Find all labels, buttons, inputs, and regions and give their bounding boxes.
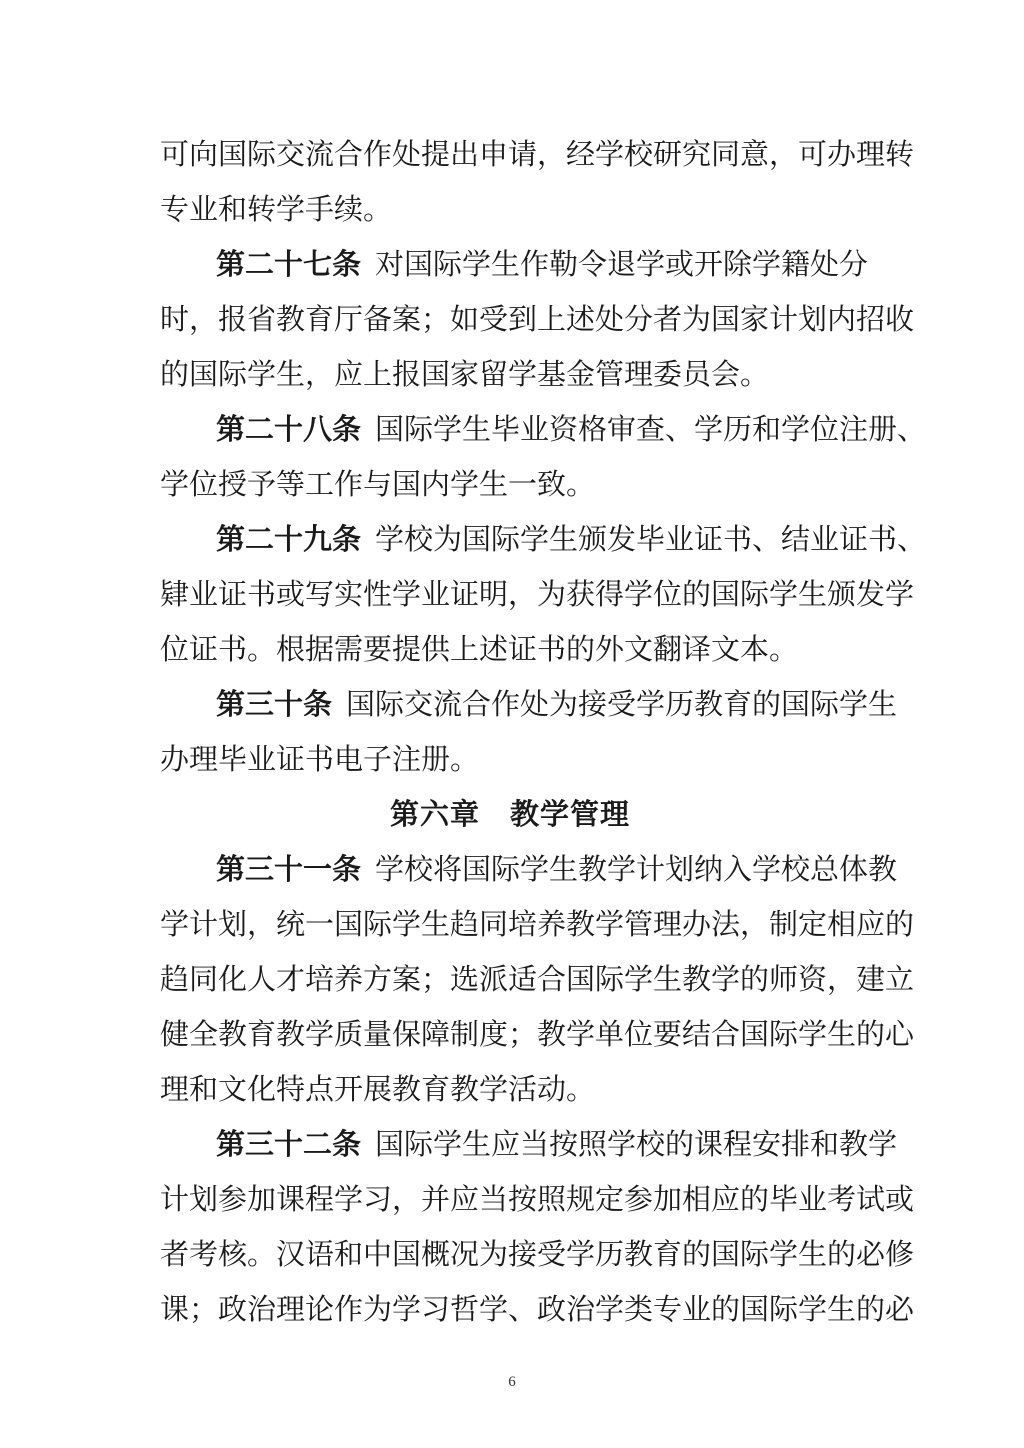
text-line: 的国际学生，应上报国家留学基金管理委员会。 [160,357,770,391]
article-30-first-line [160,677,898,732]
text-line: 位证书。根据需要提供上述证书的外文翻译文本。 [160,632,799,666]
article-30-heading: 第三十条 [216,687,333,721]
body-text [160,127,927,1337]
article-text: 国际学生毕业资格审查、学历和学位注册、 [375,412,927,446]
article-text: 国际交流合作处为接受学历教育的国际学生 [346,687,898,721]
article-31-heading: 第三十一条 [216,852,362,886]
text-line: 健全教育教学质量保障制度；教学单位要结合国际学生的心 [160,1017,915,1051]
text-line: 趋同化人才培养方案；选派适合国际学生教学的师资，建立 [160,962,915,996]
chapter-heading [160,787,860,842]
article-29-first-line [160,512,927,567]
text-line: 理和文化特点开展教育教学活动。 [160,1072,596,1106]
text-line: 时，报省教育厅备案；如受到上述处分者为国家计划内招收 [160,302,915,336]
article-29-heading: 第二十九条 [216,522,362,556]
article-31-first-line [160,842,898,897]
page-number: 6 [508,1374,516,1390]
article-32-heading: 第三十二条 [216,1127,362,1161]
article-text: 对国际学生作勒令退学或开除学籍处分 [375,247,869,281]
article-text: 学校将国际学生教学计划纳入学校总体教 [375,852,898,886]
text-line: 专业和转学手续。 [160,192,393,226]
article-28-first-line [160,402,927,457]
article-27-heading: 第二十七条 [216,247,362,281]
text-line: 学位授予等工作与国内学生一致。 [160,467,596,501]
chapter-title: 教学管理 [510,797,631,831]
text-line: 可向国际交流合作处提出申请，经学校研究同意，可办理转 [160,137,915,171]
text-line: 肄业证书或写实性学业证明，为获得学位的国际学生颁发学 [160,577,915,611]
article-27-first-line [160,237,869,292]
text-line: 办理毕业证书电子注册。 [160,742,480,776]
chapter-number: 第六章 [389,797,480,831]
text-line: 者考核。汉语和中国概况为接受学历教育的国际学生的必修 [160,1237,915,1271]
article-32-first-line [160,1117,898,1172]
article-28-heading: 第二十八条 [216,412,362,446]
text-line: 学计划，统一国际学生趋同培养教学管理办法，制定相应的 [160,907,915,941]
text-line: 课；政治理论作为学习哲学、政治学类专业的国际学生的必 [160,1292,915,1326]
article-text: 国际学生应当按照学校的课程安排和教学 [375,1127,898,1161]
text-line: 计划参加课程学习，并应当按照规定参加相应的毕业考试或 [160,1182,915,1216]
article-text: 学校为国际学生颁发毕业证书、结业证书、 [375,522,927,556]
